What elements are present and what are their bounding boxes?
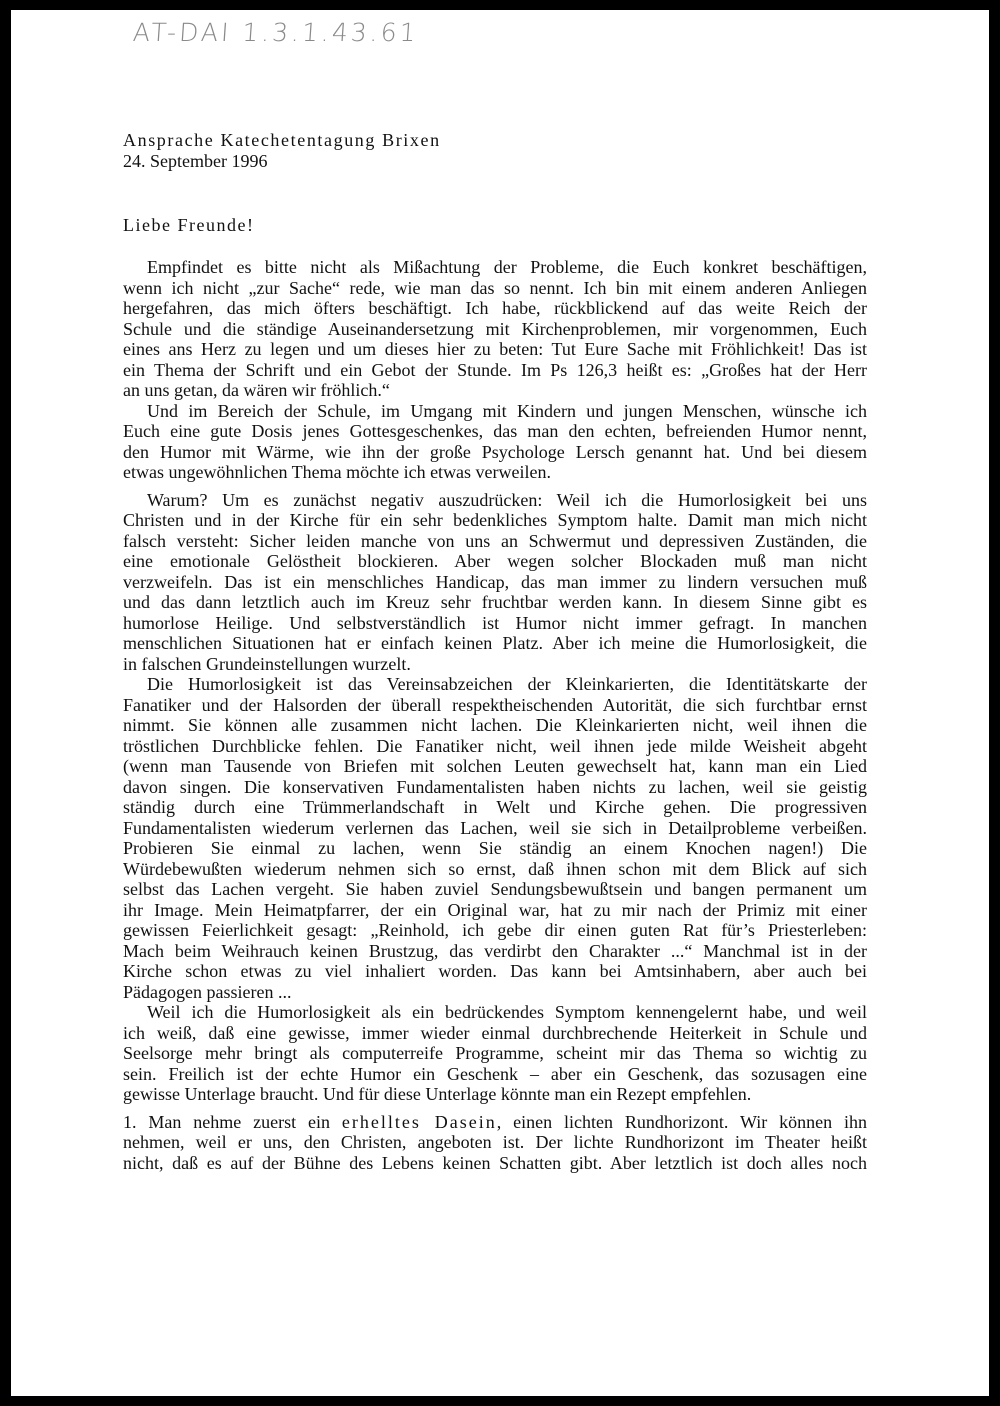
text-line: etwas ungewöhnlichen Thema möchte ich etwas verweilen. — [123, 462, 552, 482]
text-line: Pädagogen passieren ... — [123, 981, 292, 1002]
text-line: an uns getan, da wären wir fröhlich.“ — [123, 380, 390, 400]
paragraph — [123, 490, 867, 675]
paragraph — [123, 401, 867, 483]
text-line: den Humor mit Wärme, wie ihn der große Psychologe Lersch genannt hat. Und bei diesem — [123, 441, 867, 462]
text-line: ihr Image. Mein Heimatpfarrer, der ein Original war, hat zu mir nach der Primiz mit einer — [123, 899, 867, 920]
text-line: Probieren Sie einmal zu lachen, wenn Sie ständig an einem Knochen nagen!) Die — [123, 838, 867, 858]
document-header — [123, 130, 441, 172]
text-line: selbst das Lachen vergeht. Sie haben zuviel Sendungsbewußtsein und bangen permanent um — [123, 879, 867, 899]
document-title: Ansprache Katechetentagung Brixen — [123, 130, 441, 150]
text-line: ein Thema der Schrift und ein Gebot der Stunde. Im Ps 126,3 heißt es: „Großes hat der Herr — [123, 359, 867, 380]
text-line: davon singen. Die konservativen Fundamentalisten haben nichts zu lachen, weil sie geistig — [123, 776, 867, 797]
document-date: 24. September 1996 — [123, 151, 268, 171]
text-line: und das dann letztlich auch im Kreuz sehr fruchtbar werden kann. In diesem Sinne gibt es — [123, 592, 867, 612]
text-line: nehmen, weil er uns, den Christen, angeboten ist. Der lichte Rundhorizont im Theater heißt — [123, 1132, 867, 1152]
salutation: Liebe Freunde! — [123, 215, 255, 235]
text-line: gewissen Feierlichkeit gesagt: „Reinhold, ich gebe dir einen guten Rat für’s Priesterleben: — [123, 920, 867, 940]
paragraph — [123, 1002, 867, 1105]
text-line: Fundamentalisten wiederum verlernen das Lachen, weil sie sich in Detailprobleme verbeißen. — [123, 817, 867, 838]
text-line: gewisse Unterlage braucht. Und für diese Unterlage könnte man ein Rezept empfehlen. — [123, 1084, 752, 1104]
text-line: Und im Bereich der Schule, im Umgang mit Kindern und jungen Menschen, wünsche ich — [147, 400, 867, 421]
numbered-paragraph — [123, 1112, 867, 1174]
paragraph — [123, 674, 867, 1002]
paragraph — [123, 257, 867, 401]
text-line: menschlichen Situationen hat er einfach keinen Platz. Aber ich meine die Humorlosigkeit, die — [123, 633, 867, 653]
text-line: verzweifeln. Das ist ein menschliches Handicap, das man immer zu lindern versuchen muß — [123, 571, 867, 592]
text-line: tröstlichen Durchblicke fehlen. Die Fanatiker nicht, weil ihnen jede milde Weisheit abgeht — [123, 735, 867, 756]
text-line: Würdebewußten wiederum nehmen sich so ernst, daß ihnen schon mit dem Blick auf sich — [123, 858, 867, 879]
text-line: ich weiß, daß eine gewisse, immer wieder einmal durchbrechende Heiterkeit in Schule und — [123, 1022, 867, 1043]
text-segment: 1. Man nehme zuerst ein — [123, 1111, 342, 1132]
text-line: Fanatiker und der Halsorden der überall respektheischenden Autorität, die sich furchtbar ernst — [123, 694, 867, 715]
text-line: sein. Freilich ist der echte Humor ein Geschenk – aber ein Geschenk, das sozusagen eine — [123, 1063, 867, 1084]
text-line: nicht, daß es auf der Bühne des Lebens keinen Schatten gibt. Aber letztlich ist doch alles noch — [123, 1152, 867, 1173]
text-line: falsch versteht: Sicher leiden manche von uns an Schwermut und depressiven Zuständen, die — [123, 530, 867, 551]
text-line — [123, 1112, 867, 1133]
text-line: Warum? Um es zunächst negativ auszudrücken: Weil ich die Humorlosigkeit bei uns — [147, 489, 867, 510]
text-line: wenn ich nicht „zur Sache“ rede, wie man das so nennt. Ich bin mit einem anderen Anliegen — [123, 277, 867, 298]
text-line: nimmt. Sie können alle zusammen nicht lachen. Die Kleinkarierten nicht, weil ihnen die — [123, 715, 867, 735]
document-body — [123, 257, 867, 1173]
text-line: Kirche schon etwas zu viel inhaliert worden. Das kann bei Amtsinhabern, aber auch bei — [123, 961, 867, 981]
text-line: Empfindet es bitte nicht als Mißachtung der Probleme, die Euch konkret beschäftigen, — [147, 257, 867, 277]
text-line: Euch eine gute Dosis jenes Gottesgeschenkes, das man den echten, befreienden Humor nennt, — [123, 421, 867, 441]
text-line: in falschen Grundeinstellungen wurzelt. — [123, 653, 411, 674]
emphasized-text: erhelltes Dasein — [341, 1111, 497, 1132]
text-segment: , einen lichten Rundhorizont. Wir können ihn — [496, 1111, 867, 1132]
text-line: eines ans Herz zu legen und um dieses hier zu beten: Tut Eure Sache mit Fröhlichkeit! Das ist — [123, 339, 867, 359]
text-line: eine emotionale Gelöstheit blockieren. Aber wegen solcher Blockaden muß man nicht — [123, 551, 867, 571]
text-line: Mach beim Weihrauch keinen Brustzug, das verdirbt den Charakter ...“ Manchmal ist in der — [123, 940, 867, 961]
text-line: ständig durch eine Trümmerlandschaft in Welt und Kirche gehen. Die progressiven — [123, 797, 867, 817]
text-line: humorlose Heilige. Und selbstverständlich ist Humor nicht immer gefragt. In manchen — [123, 612, 867, 633]
text-line: Die Humorlosigkeit ist das Vereinsabzeichen der Kleinkarierten, die Identitätskarte der — [147, 674, 867, 694]
text-line: Seelsorge mehr bringt als computerreife Programme, scheint mir das Thema so wichtig zu — [123, 1043, 867, 1063]
text-line: Schule und die ständige Auseinandersetzung mit Kirchenproblemen, mir vorgenommen, Euch — [123, 318, 867, 339]
text-line: (wenn man Tausende von Briefen mit solchen Leuten gewechselt hat, kann man ein Lied — [123, 756, 867, 776]
archive-stamp: AT-DAI 1.3.1.43.61 — [131, 18, 420, 47]
text-line: hergefahren, das mich öfters beschäftigt. Ich habe, rückblickend auf das weite Reich der — [123, 298, 867, 318]
text-line: Weil ich die Humorlosigkeit als ein bedrückendes Symptom kennengelernt habe, und weil — [147, 1002, 867, 1022]
text-line: Christen und in der Kirche für ein sehr bedenkliches Symptom halte. Damit man mich nicht — [123, 510, 867, 530]
